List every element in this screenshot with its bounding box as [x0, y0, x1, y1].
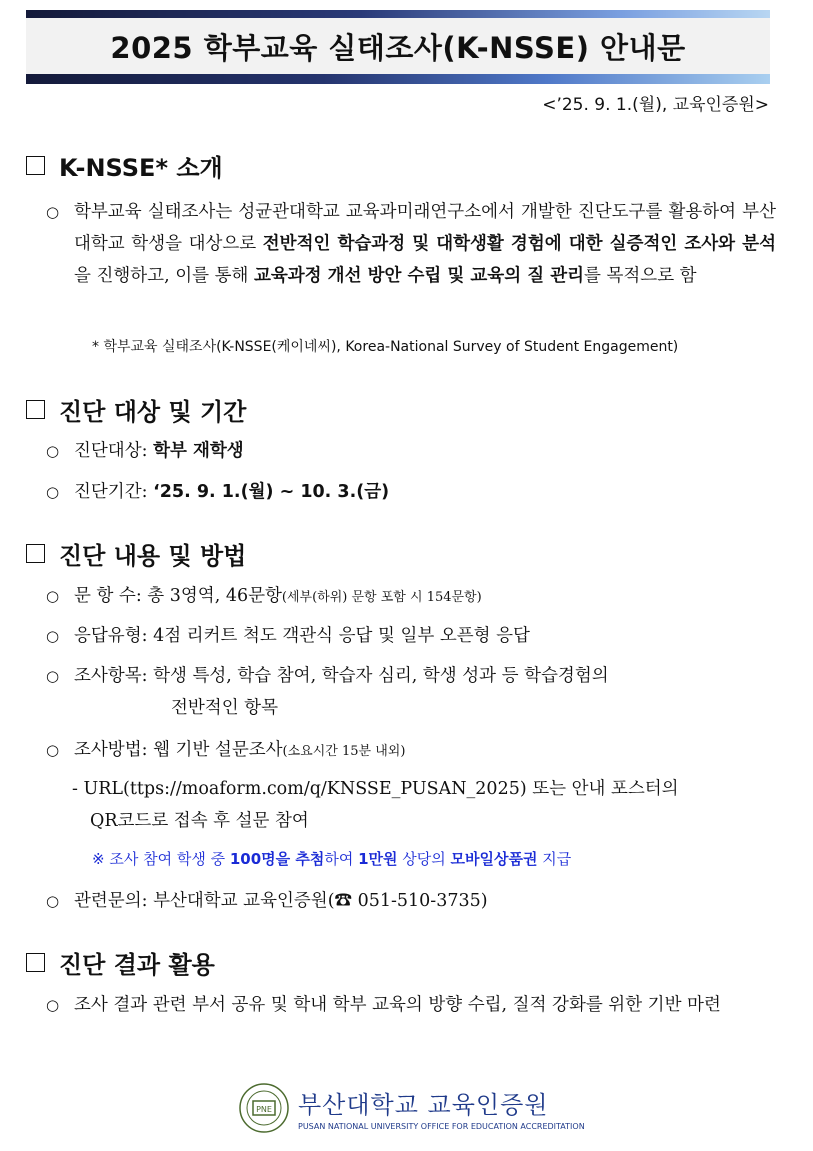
- target-label: 진단대상:: [74, 441, 154, 461]
- period-value: ‘25. 9. 1.(월) ~ 10. 3.(금): [153, 482, 390, 502]
- circle-bullet-icon: ○: [46, 627, 60, 645]
- intro-footnote: * 학부교육 실태조사(K-NSSE(케이네씨), Korea-National Survey of Student Engagement): [92, 339, 679, 355]
- university-seal-icon: [238, 1082, 290, 1134]
- footer-logo-block: [238, 1082, 585, 1134]
- reward-text-b: 100명을 추첨: [229, 850, 325, 868]
- issue-date: <’25. 9. 1.(월), 교육인증원>: [542, 95, 769, 115]
- intro-text: [74, 196, 776, 292]
- survey-method-text: [74, 734, 776, 768]
- section-title: 진단 내용 및 방법: [59, 542, 247, 570]
- survey-method-note: (소요시간 15분 내외): [282, 744, 406, 759]
- reward-text-e: 상당의: [397, 850, 451, 868]
- survey-items-line2: 전반적인 항목: [171, 698, 278, 718]
- org-block: [298, 1085, 585, 1131]
- intro-text-b: 을 진행하고, 이를 통해: [74, 266, 254, 286]
- section-title: K-NSSE* 소개: [59, 154, 223, 182]
- intro-text-a: 학부교육 실태조사는 성균관대학교 교육과미래연구소에서 개발한 진단도구를 활용하여 부산대학교 학생을 대상으로: [74, 202, 776, 254]
- section-title: 진단 대상 및 기간: [59, 398, 247, 426]
- checkbox-square-icon: [26, 953, 45, 972]
- checkbox-square-icon: [26, 544, 45, 563]
- contact-text: 관련문의: 부산대학교 교육인증원(☎ 051-510-3735): [74, 891, 488, 911]
- seal-text: PNE: [256, 1105, 272, 1114]
- intro-text-c: 를 목적으로 함: [584, 266, 697, 286]
- section-heading-target: [26, 392, 246, 427]
- intro-text-bold-a: 전반적인 학습과정 및 대학생활 경험에 대한 실증적인 조사와 분석: [262, 234, 776, 254]
- section-heading-method: [26, 536, 246, 571]
- target-text: [74, 435, 776, 467]
- question-count-note: (세부(하위) 문항 포함 시 154문항): [281, 590, 482, 605]
- circle-bullet-icon: ○: [46, 483, 60, 501]
- reward-text-c: 하여: [324, 850, 359, 868]
- section-title: 진단 결과 활용: [59, 951, 215, 979]
- title-banner: [26, 10, 770, 84]
- title-box: [26, 18, 770, 74]
- reward-text-d: 1만원: [358, 850, 398, 868]
- circle-bullet-icon: ○: [46, 203, 60, 221]
- intro-text-bold-b: 교육과정 개선 방안 수립 및 교육의 질 관리: [253, 266, 585, 286]
- survey-url-line2: QR코드로 접속 후 설문 참여: [90, 811, 309, 831]
- title-top-bar: [26, 10, 770, 18]
- response-type-text: 응답유형: 4점 리커트 척도 객관식 응답 및 일부 오픈형 응답: [74, 626, 530, 646]
- reward-text-a: ※ 조사 참여 학생 중: [92, 850, 230, 868]
- title-bottom-bar: [26, 74, 770, 84]
- reward-text-g: 지급: [537, 850, 572, 868]
- circle-bullet-icon: ○: [46, 667, 60, 685]
- circle-bullet-icon: ○: [46, 442, 60, 460]
- question-count-text: [74, 580, 776, 614]
- target-value: 학부 재학생: [153, 441, 244, 461]
- reward-text-f: 모바일상품권: [450, 850, 538, 868]
- period-text: [74, 476, 776, 508]
- results-text: 조사 결과 관련 부서 공유 및 학내 학부 교육의 방향 수립, 질적 강화를 위한 기반 마련: [74, 995, 721, 1015]
- survey-method: 조사방법: 웹 기반 설문조사: [74, 740, 283, 760]
- reward-note: [92, 848, 571, 869]
- circle-bullet-icon: ○: [46, 996, 60, 1014]
- org-name: 부산대학교 교육인증원: [298, 1091, 549, 1119]
- circle-bullet-icon: ○: [46, 587, 60, 605]
- circle-bullet-icon: ○: [46, 892, 60, 910]
- checkbox-square-icon: [26, 400, 45, 419]
- results-item: [46, 989, 776, 1059]
- circle-bullet-icon: ○: [46, 741, 60, 759]
- question-count: 문 항 수: 총 3영역, 46문항: [74, 586, 282, 606]
- intro-paragraph: [46, 196, 776, 326]
- checkbox-square-icon: [26, 156, 45, 175]
- page-title: 2025 학부교육 실태조사(K-NSSE) 안내문: [110, 30, 686, 65]
- period-label: 진단기간:: [74, 482, 154, 502]
- survey-items-line1: 조사항목: 학생 특성, 학습 참여, 학습자 심리, 학생 성과 등 학습경험의: [74, 666, 609, 686]
- section-heading-results: [26, 945, 215, 980]
- section-heading-intro: [26, 148, 223, 183]
- org-english-name: PUSAN NATIONAL UNIVERSITY OFFICE FOR EDUCATION ACCREDITATION: [298, 1122, 585, 1131]
- survey-url-line1: - URL(ttps://moaform.com/q/KNSSE_PUSAN_2025) 또는 안내 포스터의: [72, 779, 679, 799]
